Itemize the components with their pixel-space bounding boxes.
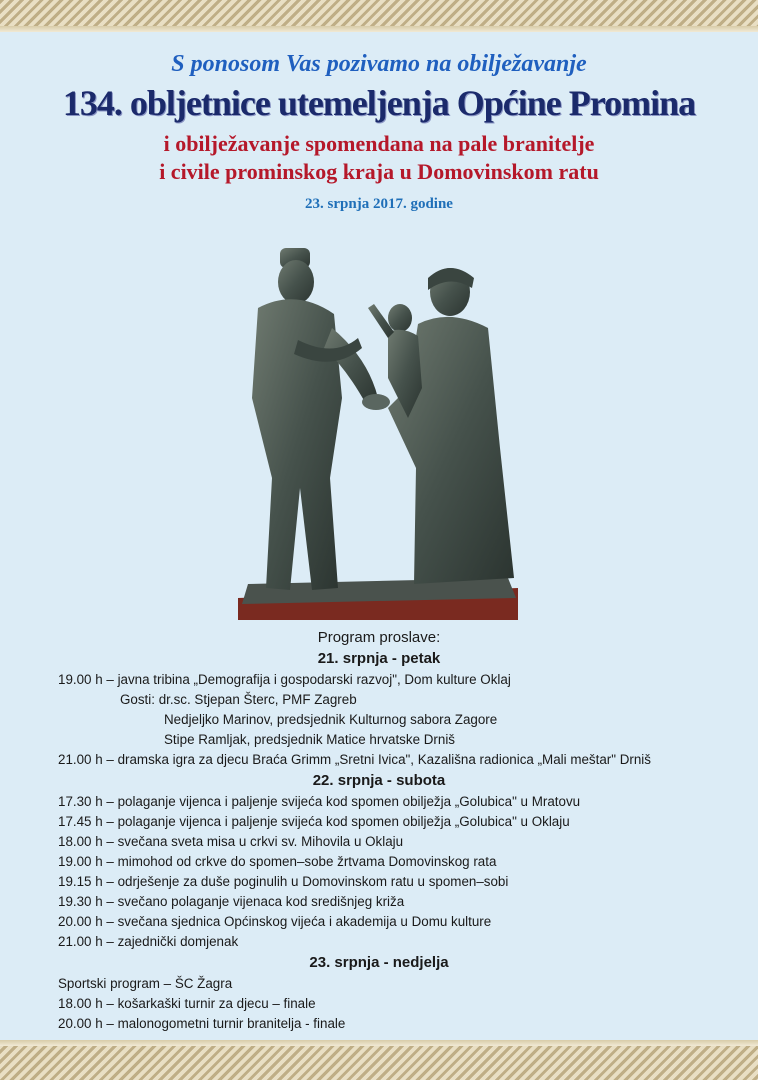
- decorative-border-bottom: [0, 1040, 758, 1080]
- day-heading-1: 21. srpnja - petak: [317, 650, 441, 667]
- program-item: 17.45 h – polaganje vijenca i paljenje svijeća kod spomen obilježja „Golubica" u Oklaju: [58, 814, 570, 829]
- program-item: 18.00 h – svečana sveta misa u crkvi sv. Mihovila u Oklaju: [58, 834, 404, 849]
- main-title: 134. obljetnice utemeljenja Općine Promina: [62, 83, 696, 123]
- program-section: [0, 628, 758, 1034]
- statue-image: [238, 248, 518, 620]
- guest-line: Stipe Ramljak, predsjednik Matice hrvatske Drniš: [164, 732, 455, 747]
- program-item: 20.00 h – malonogometni turnir branitelja - finale: [58, 1016, 346, 1031]
- decorative-border-top: [0, 0, 758, 32]
- program-item: 19.00 h – javna tribina „Demografija i gospodarski razvoj", Dom kulture Oklaj: [58, 672, 511, 687]
- guest-line: Nedjeljko Marinov, predsjednik Kulturnog sabora Zagore: [164, 712, 498, 727]
- subtitle-line-2: i civile prominskog kraja u Domovinskom ratu: [159, 159, 599, 184]
- program-title: Program proslave:: [317, 629, 441, 646]
- program-item: Sportski program – ŠC Žagra: [58, 976, 233, 991]
- program-item: 21.00 h – dramska igra za djecu Braća Grimm „Sretni Ivica", Kazališna radionica „Mali meštar" Drniš: [58, 752, 651, 767]
- event-date: 23. srpnja 2017. godine: [305, 196, 453, 212]
- program-item: 19.00 h – mimohod od crkve do spomen–sobe žrtvama Domovinskog rata: [58, 854, 497, 869]
- subtitle-line-1: i obilježavanje spomendana na pale branitelje: [163, 131, 595, 156]
- day-heading-2: 22. srpnja - subota: [312, 772, 446, 789]
- program-item: 17.30 h – polaganje vijenca i paljenje svijeća kod spomen obilježja „Golubica" u Mratovu: [58, 794, 581, 809]
- program-item: 19.15 h – odrješenje za duše poginulih u Domovinskom ratu u spomen–sobi: [58, 874, 509, 889]
- invitation-line: S ponosom Vas pozivamo na obilježavanje: [171, 51, 587, 77]
- program-item: 20.00 h – svečana sjednica Općinskog vijeća i akademija u Domu kulture: [58, 914, 492, 929]
- program-item: 21.00 h – zajednički domjenak: [58, 934, 239, 949]
- guest-line: Gosti: dr.sc. Stjepan Šterc, PMF Zagreb: [120, 692, 357, 707]
- header: [0, 48, 758, 214]
- program-item: 18.00 h – košarkaški turnir za djecu – finale: [58, 996, 316, 1011]
- program-item: 19.30 h – svečano polaganje vijenaca kod središnjeg križa: [58, 894, 405, 909]
- day-heading-3: 23. srpnja - nedjelja: [309, 954, 449, 971]
